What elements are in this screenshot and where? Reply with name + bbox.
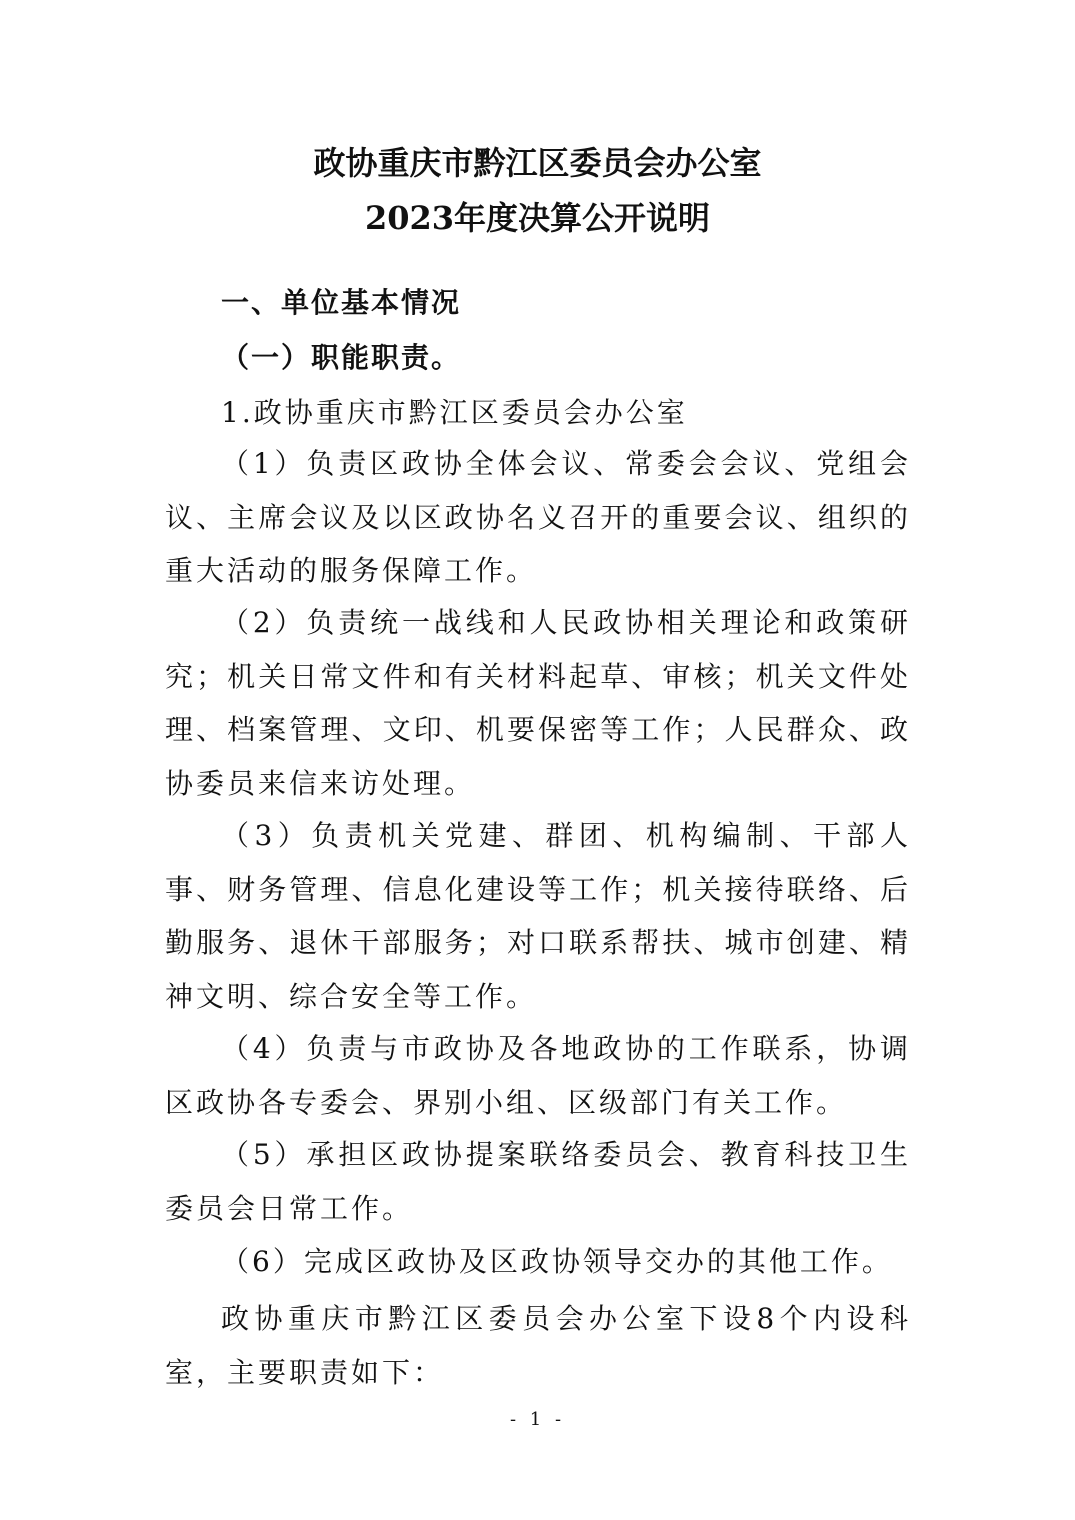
subsection-heading-1: （一）职能职责。 xyxy=(221,341,462,374)
document-title-line2: 2023年度决算公开说明 xyxy=(364,199,711,237)
page-number: - 1 - xyxy=(509,1409,566,1430)
duty-paragraph-5: （5）承担区政协提案联络委员会、教育科技卫生委员会日常工作。 xyxy=(165,1138,911,1225)
duty-paragraph-4: （4）负责与市政协及各地政协的工作联系，协调区政协各专委会、界别小组、区级部门有关工作。 xyxy=(165,1032,911,1119)
duty-paragraph-3: （3）负责机关党建、群团、机构编制、干部人事、财务管理、信息化建设等工作；机关接待联络、后勤服务、退休干部服务；对口联系帮扶、城市创建、精神文明、综合安全等工作。 xyxy=(165,819,911,1013)
duty-paragraph-6: （6）完成区政协及区政协领导交办的其他工作。 xyxy=(221,1245,893,1278)
duty-paragraph-2: （2）负责统一战线和人民政协相关理论和政策研究；机关日常文件和有关材料起草、审核；机关文件处理、档案管理、文印、机要保密等工作；人民群众、政协委员来信来访处理。 xyxy=(165,606,911,800)
closing-paragraph: 政协重庆市黔江区委员会办公室下设8个内设科室，主要职责如下： xyxy=(165,1302,911,1389)
section-heading-1: 一、单位基本情况 xyxy=(221,286,462,319)
document-title-line1: 政协重庆市黔江区委员会办公室 xyxy=(313,144,762,182)
item-1-heading: 1.政协重庆市黔江区委员会办公室 xyxy=(221,396,688,429)
duty-paragraph-1: （1）负责区政协全体会议、常委会会议、党组会议、主席会议及以区政协名义召开的重要会议、组织的重大活动的服务保障工作。 xyxy=(165,447,911,587)
